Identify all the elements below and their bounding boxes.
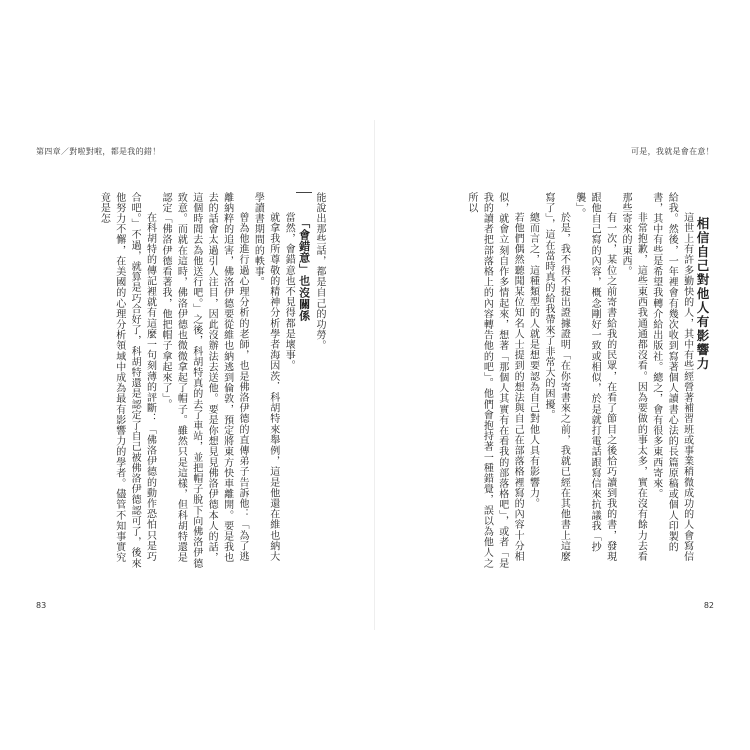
page-number-left: 83	[36, 601, 47, 610]
paragraph: 曾為他進行過心理分析的老師，也是佛洛伊德的直傳弟子告訴他：「為了逃離納粹的追害，佛洛伊德要從維也納逃到倫敦，預定將東方快車離開。要是我也去的話會太過引人注目，因此沒辦法去送他。要是你想見見佛洛伊德本人的話，這個時間去為他送行吧。」之後，科胡特真的去了車站，並把帽子脫下向佛洛伊德致意。而就在這時，佛洛伊德也微微拿起了帽子。雖然只是這樣，但科胡特還是認定「佛洛伊德看著我，他把帽子拿起來了」。	[159, 192, 248, 569]
section-heading: 相信自己對他人有影響力	[695, 217, 710, 371]
paragraph: 總而言之，這種類型的人就是想要認為自己對他人具有影響力。	[527, 212, 539, 509]
paragraph: 就拿我所尊敬的精神分析學者海因茨．科胡特來舉例，這是他還在維也納大學讀書期間的軼事。	[252, 192, 279, 562]
paragraph: 於是，我不得不提出證據證明「在你寄書來之前，我就已經在其他書上這麼寫了」，這在當時真的給我帶來了非常大的困擾。	[542, 192, 570, 562]
right-page	[375, 0, 750, 750]
paragraph: 若他們偶然聽聞某位知名人士提到的想法與自己在部落格裡寫的內容十分相似，就會立刻自作多情起來，想著「那個人其實有在看我的部落格吧」，或者「是我的讀者把部落格上的內容轉告他的吧」。他們會抱持著一種錯覺，誤以為他人之所以	[465, 192, 524, 569]
running-header-left: 第四章／對啦對啦，都是我的錯！	[36, 147, 161, 156]
paragraph: 非常抱歉，這些東西我通通都沒看。因為要做的事太多，實在沒有餘力去看那些寄來的東西。	[619, 192, 647, 562]
paragraph: 當然，會錯意也不見得都是壞事。	[283, 212, 295, 371]
paragraph: 能說出那些話，都是自己的功勞。	[314, 192, 325, 351]
section-subheading: 「會錯意」也沒關係	[296, 192, 311, 572]
running-header-right: 可是，我就是會在意！	[631, 147, 714, 156]
paragraph: 有一次，某位之前寄書給我的民眾，在看了節目之後恰巧讀到我的書，發現跟他自己寫的內容，概念剛好一致或相似，於是就打電話跟寫信來抗議我「抄襲」。	[573, 192, 616, 562]
paragraph: 這世上有許多勤快的人，其中有些經營著補習班或事業稍微成功的人會寫信給我。然後，一年裡會有幾次收到寫著個人讀書心法的長篇原稿或個人印製的書，其中有些是希望我轉介給出版社。總之，會有很多東西寄來。	[650, 192, 693, 562]
page-number-right: 82	[703, 601, 714, 610]
left-page-body	[37, 192, 327, 572]
paragraph: 在科胡特的傳記裡就有這麼一句刻薄的評斷：「佛洛伊德的動作恐怕只是巧合吧。」不過，就算是巧合好了，科胡特還是認定了自己被佛洛伊德認可了，後來他努力不懈，在美國的心理分析領域中成為最有影響力的學者。儘管不知事實究竟是怎	[98, 192, 156, 569]
right-page-body	[412, 192, 710, 572]
